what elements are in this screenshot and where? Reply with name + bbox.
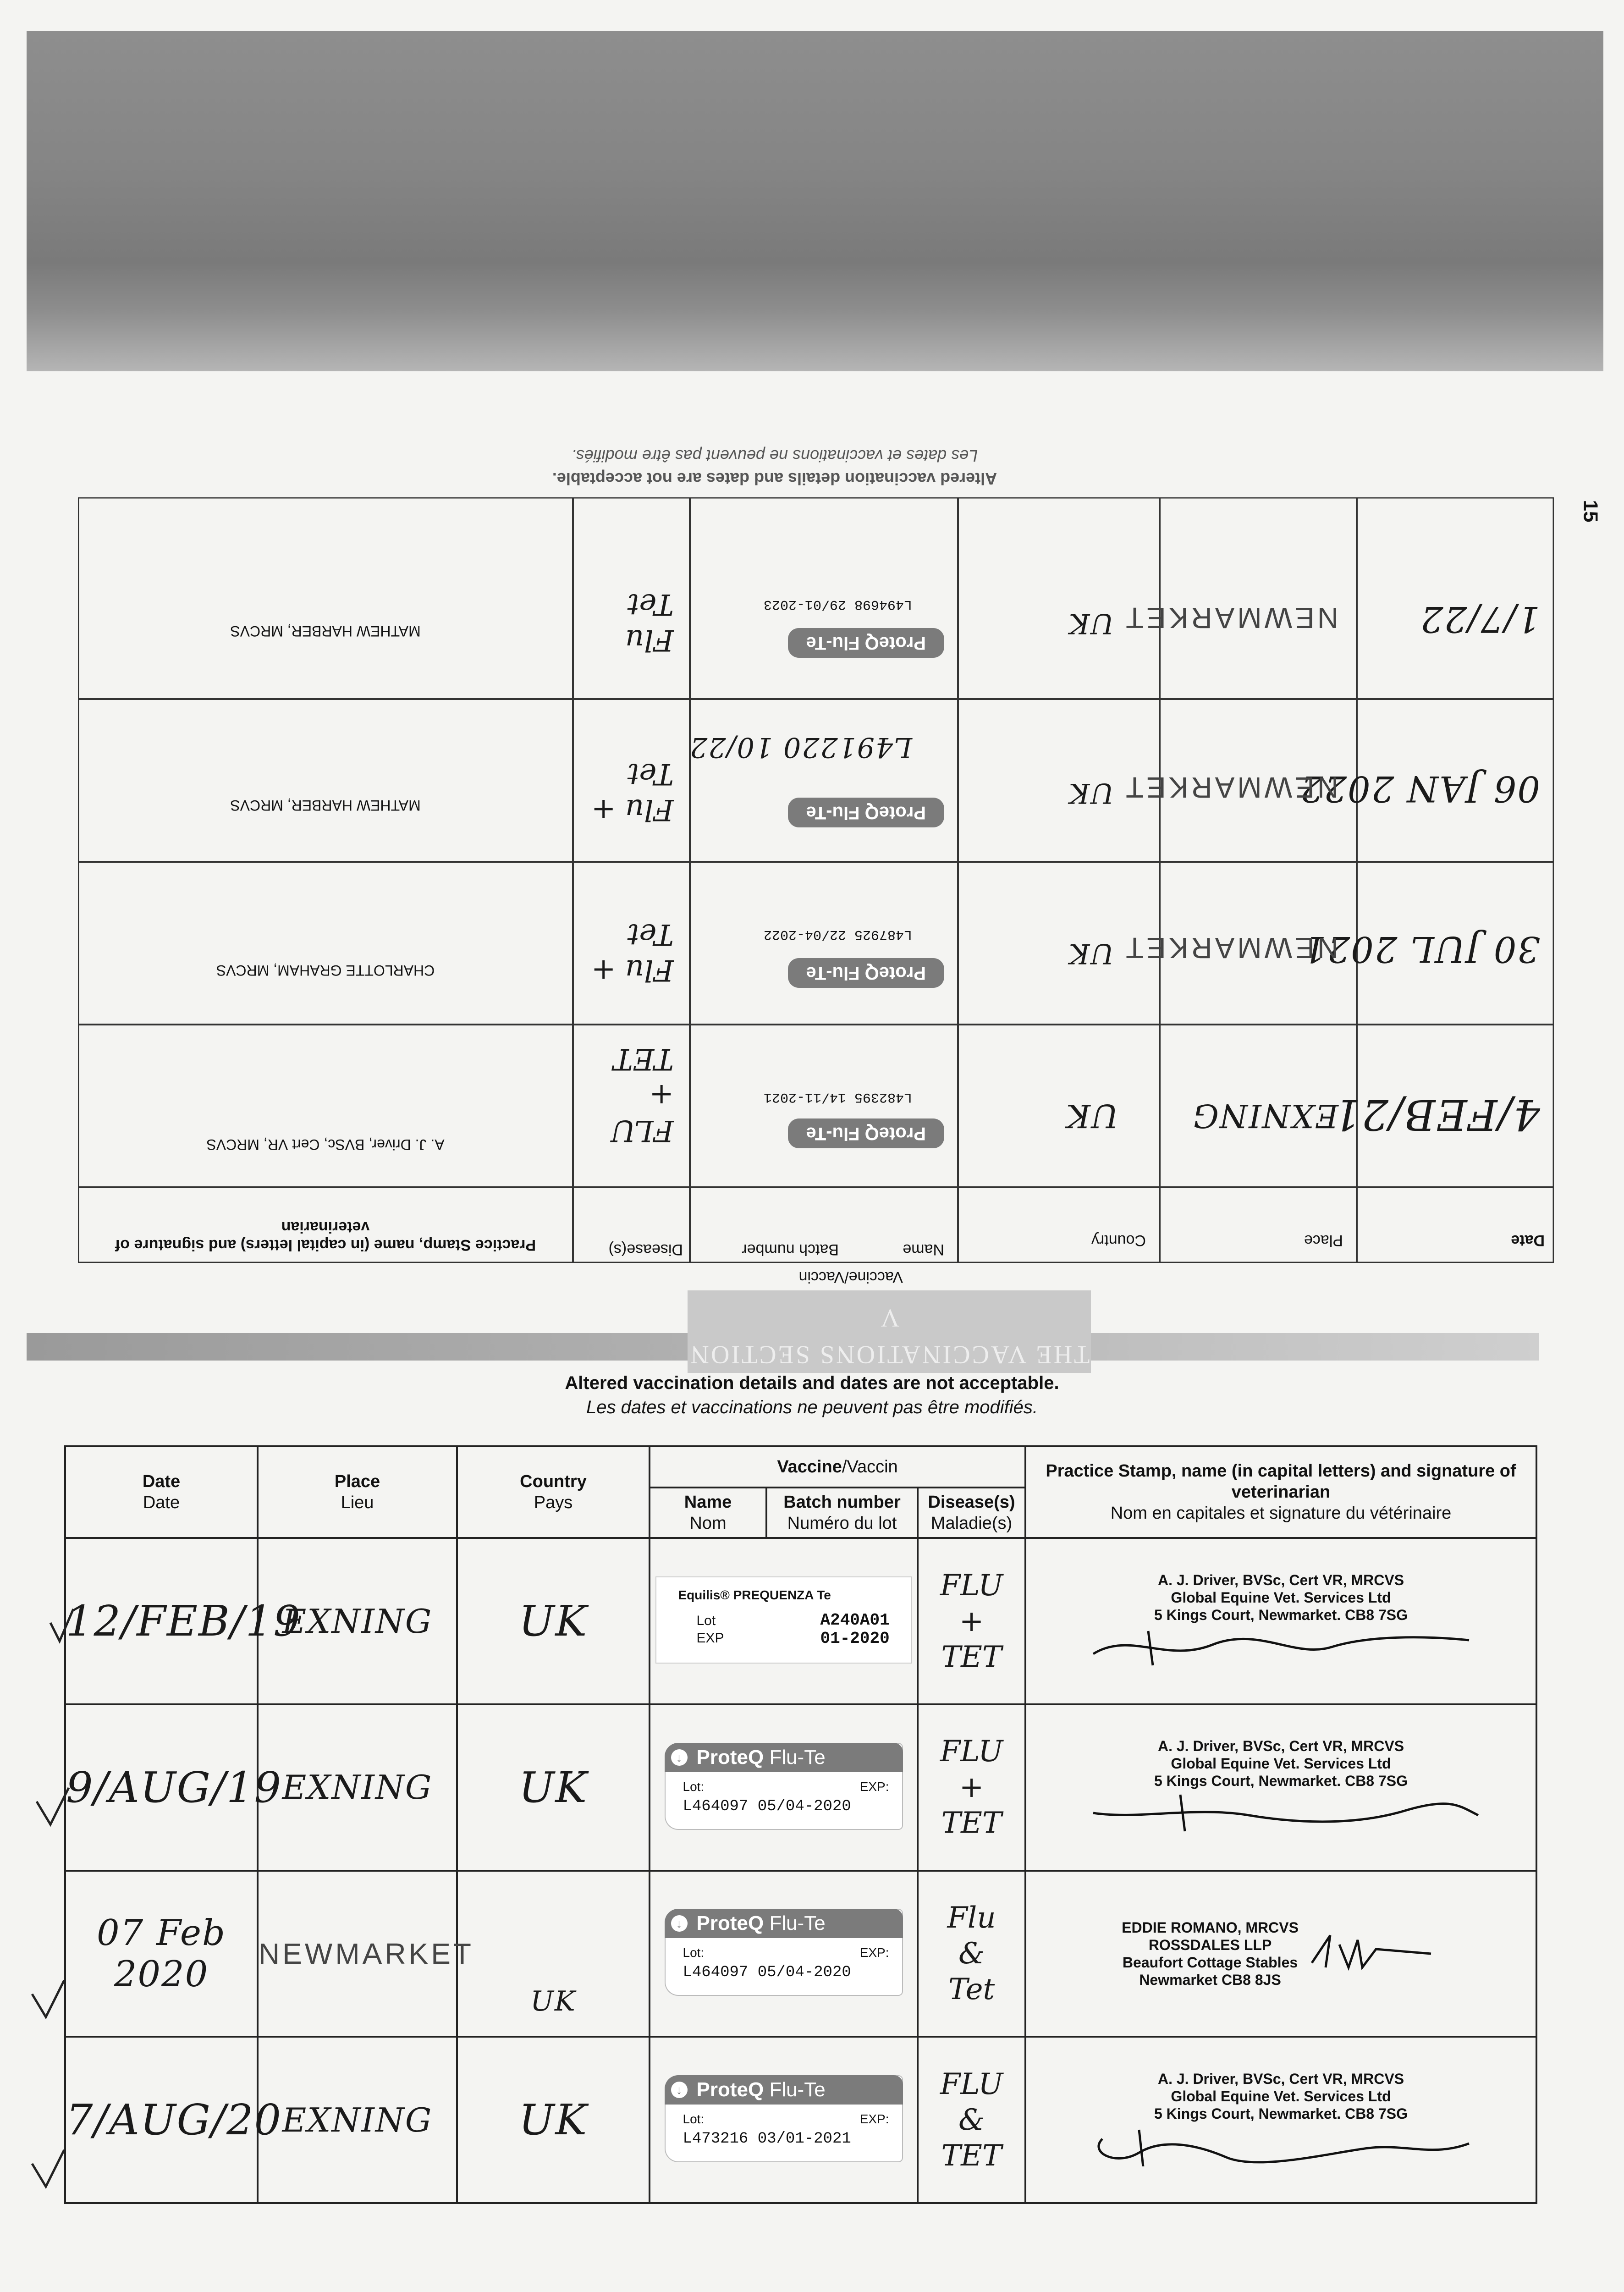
header-name <box>650 1488 766 1538</box>
header-vaccine-fr: Vaccin <box>847 1457 898 1477</box>
flipped-row4-label: ProteQ Flu-Te <box>788 628 944 658</box>
row4-stamp-line1: A. J. Driver, BVSc, Cert VR, MRCVS <box>1157 2070 1404 2087</box>
row3-sticker-exp-label: EXP: <box>859 1945 889 1960</box>
header-name-en: Name <box>684 1493 732 1512</box>
flipped-row4-disease: Flu Tet <box>625 587 674 657</box>
header-name-fr: Nom <box>689 1514 727 1533</box>
row2-country: UK <box>457 1704 650 1871</box>
row3-signature <box>1303 1926 1440 1981</box>
notice-french: Les dates et vaccinations ne peuvent pas être modifiés. <box>586 1397 1038 1417</box>
flipped-row3-country: UK <box>1068 777 1114 809</box>
row1-disease-2: + <box>959 1604 984 1638</box>
row4-date: 7/AUG/20 <box>65 2037 258 2203</box>
flipped-row4-place: NEWMARKET <box>1123 601 1338 634</box>
header-date-en: Date <box>142 1472 181 1492</box>
row1-sticker-title: Equilis® PREQUENZA Te <box>678 1588 831 1603</box>
header-country <box>457 1446 650 1538</box>
flipped-row2-disease: Flu + Tet <box>591 917 674 987</box>
table-row <box>65 1538 1536 1704</box>
row2-proteq-sticker <box>665 1743 903 1830</box>
row1-sticker-lot-label: Lot <box>696 1613 716 1629</box>
flipped-header-country: Country <box>1091 1232 1146 1249</box>
flipped-row3-disease: Flu + Tet <box>591 757 674 826</box>
flipped-row3-place: NEWMARKET <box>1123 771 1338 804</box>
row4-place: EXNING <box>258 2037 457 2203</box>
row1-equilis-sticker <box>655 1576 912 1664</box>
header-batch-en: Batch number <box>783 1493 901 1512</box>
flipped-row3-date: 06 JAN 2022 <box>1299 768 1540 809</box>
row1-stamp-line2: Global Equine Vet. Services Ltd <box>1171 1589 1391 1606</box>
header-stamp-en: Practice Stamp, name (in capital letters) and signature of veterinarian <box>1046 1461 1516 1502</box>
flipped-row1-date: 4/FEB/21 <box>1332 1090 1540 1139</box>
row3-sticker-brand-name: ProteQ <box>696 1912 764 1935</box>
header-date-fr: Date <box>143 1493 180 1513</box>
flipped-notice-en: Altered vaccination details and dates are not acceptable. <box>552 469 997 488</box>
table-row <box>65 1704 1536 1871</box>
row3-sticker-lot-label: Lot: <box>683 1945 705 1960</box>
row1-sticker-exp-label: EXP <box>696 1631 724 1646</box>
flipped-header-batch: Batch number <box>742 1241 839 1258</box>
header-vaccine-en: Vaccine <box>777 1457 842 1477</box>
flipped-header-vaccine: Vaccine/Vaccin <box>798 1268 903 1286</box>
flipped-header-place: Place <box>1304 1232 1343 1249</box>
header-batch-fr: Numéro du lot <box>787 1514 897 1533</box>
row2-disease-2: + <box>959 1770 984 1805</box>
row4-country: UK <box>457 2037 650 2203</box>
row3-stamp-line4: Newmarket CB8 8JS <box>1139 1971 1281 1988</box>
row1-practice-stamp <box>1025 1538 1536 1704</box>
notice-english: Altered vaccination details and dates are not acceptable. <box>565 1373 1059 1393</box>
row1-country: UK <box>457 1538 650 1704</box>
row2-sticker-exp-label: EXP: <box>859 1779 889 1794</box>
header-practice-stamp <box>1025 1446 1536 1538</box>
table-row <box>65 1871 1536 2037</box>
row4-practice-stamp <box>1025 2037 1536 2203</box>
row2-stamp-line2: Global Equine Vet. Services Ltd <box>1171 1755 1391 1772</box>
drop-icon: ↓ <box>671 2082 688 2098</box>
row2-disease-1: FLU <box>940 1735 1003 1769</box>
row4-stamp-line2: Global Equine Vet. Services Ltd <box>1171 2088 1391 2105</box>
row4-disease-1: FLU <box>940 2067 1003 2101</box>
drop-icon: ↓ <box>671 1749 688 1766</box>
row2-sticker-brand <box>665 1743 903 1772</box>
row3-sticker-brand <box>665 1909 903 1938</box>
row1-stamp-line1: A. J. Driver, BVSc, Cert VR, MRCVS <box>1157 1571 1404 1588</box>
header-place <box>258 1446 457 1538</box>
row4-sticker-exp-label: EXP: <box>859 2112 889 2127</box>
row3-sticker-product: Flu-Te <box>769 1912 826 1935</box>
page-number: 15 <box>1579 500 1602 523</box>
row1-date: 12/FEB/19 <box>65 1538 258 1704</box>
header-disease-fr: Maladie(s) <box>930 1514 1013 1533</box>
row2-stamp-line3: 5 Kings Court, Newmarket. CB8 7SG <box>1154 1773 1408 1790</box>
flipped-section-label: THE VACCINATIONS SECTION V <box>688 1290 1091 1373</box>
flipped-row1-disease: FLU + TET <box>611 1042 674 1147</box>
header-disease-en: Disease(s) <box>928 1493 1015 1512</box>
row3-disease-3: Tet <box>948 1972 995 2006</box>
flipped-row4-date: 1/7/22 <box>1419 598 1540 639</box>
flipped-row1-label: ProteQ Flu-Te <box>788 1118 944 1148</box>
header-country-fr: Pays <box>534 1493 573 1513</box>
row4-sticker-brand <box>665 2075 903 2105</box>
row4-vaccine-label-cell <box>650 2037 918 2203</box>
row4-disease-2: & <box>958 2103 985 2137</box>
row1-vaccine-label-cell <box>650 1538 918 1704</box>
row4-sticker-product: Flu-Te <box>769 2078 826 2101</box>
row2-signature <box>1075 1792 1487 1834</box>
flipped-row1-place: EXNING <box>1192 1097 1338 1135</box>
row4-sticker-lot-label: Lot: <box>683 2112 705 2127</box>
flipped-row4-batch: L494698 29/01-2023 <box>763 596 912 612</box>
flipped-row2-label: ProteQ Flu-Te <box>788 958 944 988</box>
flipped-header-name: Name <box>903 1241 944 1258</box>
row3-date: 07 Feb 2020 <box>65 1871 258 2037</box>
row4-signature <box>1075 2125 1487 2166</box>
row3-stamp-line1: EDDIE ROMANO, MRCVS <box>1122 1919 1299 1936</box>
flipped-header-date: Date <box>1511 1232 1545 1249</box>
row3-disease-1: Flu <box>947 1901 996 1935</box>
row4-disease-3: TET <box>941 2138 1002 2173</box>
drop-icon: ↓ <box>671 1915 688 1932</box>
row4-sticker-code: L473216 03/01-2021 <box>683 2130 851 2148</box>
row2-sticker-product: Flu-Te <box>769 1746 826 1769</box>
flipped-row1-country: UK <box>1065 1097 1118 1135</box>
row2-sticker-lot-label: Lot: <box>683 1779 705 1794</box>
header-stamp-fr: Nom en capitales et signature du vétérinaire <box>1110 1504 1452 1523</box>
row3-vaccine-label-cell <box>650 1871 918 2037</box>
row4-sticker-brand-name: ProteQ <box>696 2078 764 2101</box>
row2-disease <box>918 1704 1025 1871</box>
flipped-row2-vet: CHARLOTTE GRAHAM, MRCVS <box>216 962 435 979</box>
flipped-row2-country: UK <box>1068 937 1114 970</box>
row2-sticker-code: L464097 05/04-2020 <box>683 1797 851 1815</box>
row1-disease <box>918 1538 1025 1704</box>
flipped-row3-batch: L491220 10/22 <box>689 731 912 763</box>
row1-signature <box>1075 1626 1487 1668</box>
check-marks <box>18 1604 92 2209</box>
header-place-fr: Lieu <box>341 1493 374 1513</box>
header-vaccine-sep: / <box>842 1457 847 1477</box>
header-disease <box>918 1488 1025 1538</box>
row3-disease-2: & <box>958 1936 985 1971</box>
flipped-header-disease: Disease(s) <box>608 1241 683 1258</box>
flipped-header-stamp: Practice Stamp, name (in capital letters) and signature of veterinarian <box>115 1218 536 1254</box>
row2-date: 9/AUG/19 <box>65 1704 258 1871</box>
header-date <box>65 1446 258 1538</box>
row3-country: UK <box>457 1871 650 2037</box>
row2-place: EXNING <box>258 1704 457 1871</box>
row1-sticker-lot: A240A01 <box>820 1611 890 1630</box>
flipped-row4-country: UK <box>1068 607 1114 639</box>
row4-disease <box>918 2037 1025 2203</box>
flipped-notice-fr: Les dates et vaccinations ne peuvent pas être modifiés. <box>571 446 978 465</box>
header-vaccine <box>650 1446 1025 1488</box>
vaccination-table <box>64 1445 1537 2204</box>
flipped-row1-batch: L482395 14/11-2021 <box>763 1089 912 1105</box>
row3-sticker-code: L464097 05/04-2020 <box>683 1964 851 1982</box>
row3-stamp-line3: Beaufort Cottage Stables <box>1122 1954 1298 1971</box>
row3-disease <box>918 1871 1025 2037</box>
flipped-row2-place: NEWMARKET <box>1123 931 1338 964</box>
row1-stamp-line3: 5 Kings Court, Newmarket. CB8 7SG <box>1154 1606 1408 1623</box>
row3-stamp-line2: ROSSDALES LLP <box>1148 1936 1272 1953</box>
row2-disease-3: TET <box>941 1806 1002 1840</box>
row1-disease-1: FLU <box>940 1568 1003 1603</box>
header-country-en: Country <box>520 1472 587 1492</box>
row1-disease-3: TET <box>941 1640 1002 1674</box>
flipped-row2-date: 30 JUL 2021 <box>1302 928 1540 970</box>
flipped-row3-label: ProteQ Flu-Te <box>788 798 944 827</box>
header-batch <box>766 1488 918 1538</box>
flipped-row2-batch: L487925 22/04-2022 <box>763 926 912 942</box>
row1-place: EXNING <box>258 1538 457 1704</box>
flipped-row4-vet: MATHEW HARBER, MRCVS <box>230 623 421 639</box>
header-place-en: Place <box>334 1472 380 1492</box>
row2-stamp-line1: A. J. Driver, BVSc, Cert VR, MRCVS <box>1157 1738 1404 1755</box>
row3-practice-stamp <box>1025 1871 1536 2037</box>
row3-place: NEWMARKET <box>258 1871 457 2037</box>
row4-stamp-line3: 5 Kings Court, Newmarket. CB8 7SG <box>1154 2105 1408 2122</box>
row2-vaccine-label-cell <box>650 1704 918 1871</box>
table-row <box>65 2037 1536 2203</box>
row4-proteq-sticker <box>665 2075 903 2162</box>
flipped-row3-vet: MATHEW HARBER, MRCVS <box>230 797 421 814</box>
flipped-previous-page <box>78 446 1554 1369</box>
row2-sticker-brand-name: ProteQ <box>696 1746 764 1769</box>
row3-stamp-text <box>1122 1919 1299 1989</box>
flipped-row1-vet: A. J. Driver, BVSc, Cert VR, MRCVS <box>206 1136 445 1153</box>
scan-shadow-top <box>27 31 1603 371</box>
row1-sticker-exp: 01-2020 <box>820 1629 890 1648</box>
row2-practice-stamp <box>1025 1704 1536 1871</box>
row3-proteq-sticker <box>665 1909 903 1996</box>
